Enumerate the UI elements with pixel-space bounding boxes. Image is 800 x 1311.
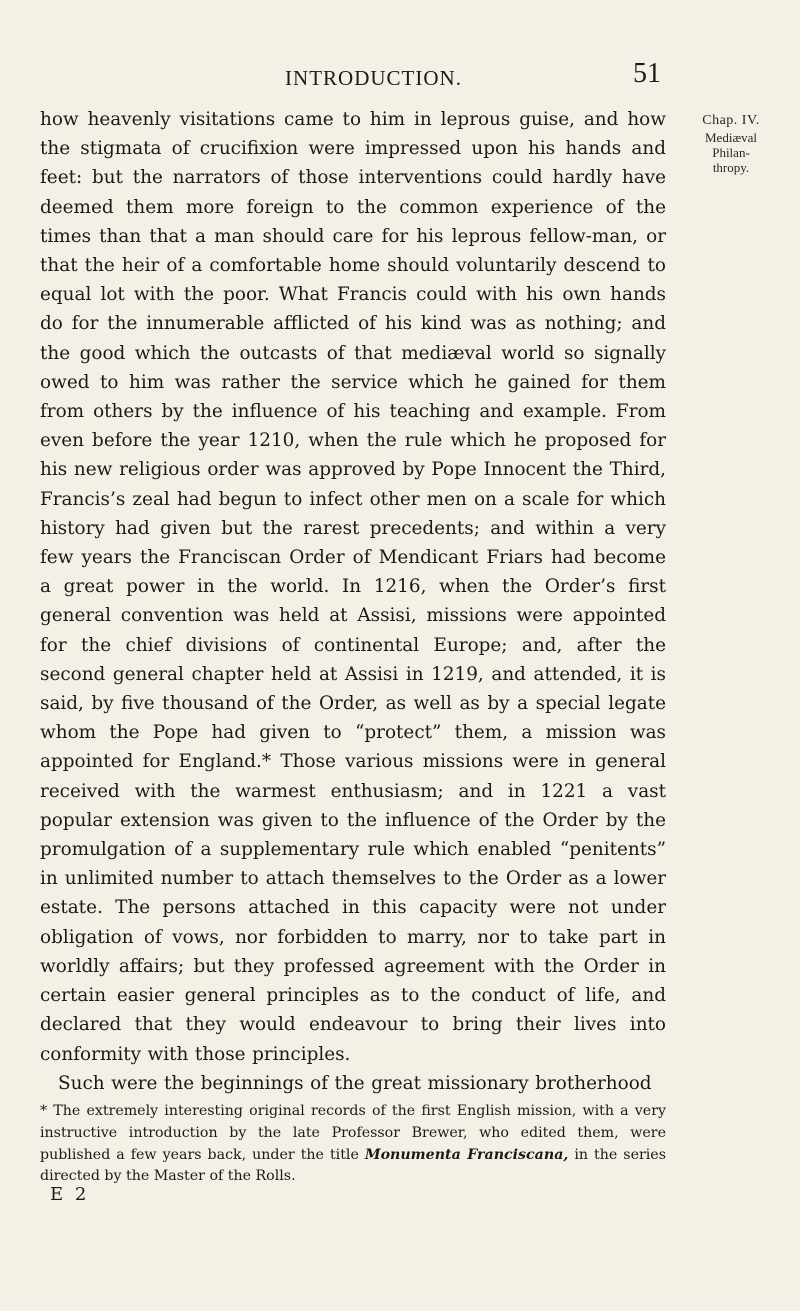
margin-note — [681, 113, 781, 175]
margin-note-line-3: thropy. — [712, 160, 750, 175]
footnote-text-after: in the series directed by the Master of the Rolls. — [40, 1146, 666, 1185]
main-text-block — [40, 105, 666, 1098]
margin-note-line-2: Philan- — [712, 145, 750, 160]
body-paragraph-1: how heavenly visitations came to him in leprous guise, and how the stigmata of crucifixion were impressed upon his hands and feet: but the narrators of those interventions could hardly have deemed them more foreign to the common experience of the times than that a man should care for his leprous fellow-man, or that the heir of a comfortable home should voluntarily descend to equal lot with the poor. What Francis could with his own hands do for the innumerable afflicted of his kind was as nothing; and the good which the outcasts of that mediæval world so signally owed to him was rather the service which he gained for them from others by the influence of his teaching and example. From even before the year 1210, when the rule which he proposed for his new religious order was approved by Pope Innocent the Third, Francis’s zeal had begun to infect other men on a scale for which history had given but the rarest precedents; and within a very few years the Franciscan Order of Mendicant Friars had become a great power in the world. In 1216, when the Order’s first general convention was held at Assisi, missions were appointed for the chief divisions of continental Europe; and, after the second general chapter held at Assisi in 1219, and attended, it is said, by five thousand of the Order, as well as by a special legate whom the Pope had given to “protect” them, a mission was appointed for England.* Those various missions were in general received with the warmest enthusiasm; and in 1221 a vast popular extension was given to the influence of the Order by the promulgation of a supplementary rule which enabled “penitents” in unlimited number to attach themselves to the Order as a lower estate. The persons attached in this capacity were not under obligation of vows, nor forbidden to marry, nor to take part in worldly affairs; but they professed agreement with the Order in certain easier general principles as to the conduct of life, and declared that they would endeavour to bring their lives into conformity with those principles. — [40, 109, 666, 1065]
footnote-text-before: * The extremely interesting original records of the first English mission, with a very instructive introduction by the late Professor Brewer, who edited them, were published a few years back, under the title — [40, 1103, 666, 1163]
page-number: 51 — [633, 58, 661, 89]
running-head: INTRODUCTION. — [285, 66, 462, 90]
margin-note-line-1: Mediæval — [705, 130, 757, 145]
signature-mark: E 2 — [50, 1184, 90, 1205]
body-paragraph-2: Such were the beginnings of the great missionary brotherhood — [58, 1072, 652, 1094]
footnote — [40, 1101, 666, 1188]
footnote-title: Monumenta Franciscana, — [364, 1146, 569, 1163]
page-header — [86, 58, 661, 92]
margin-note-chapter: Chap. IV. — [702, 113, 760, 128]
